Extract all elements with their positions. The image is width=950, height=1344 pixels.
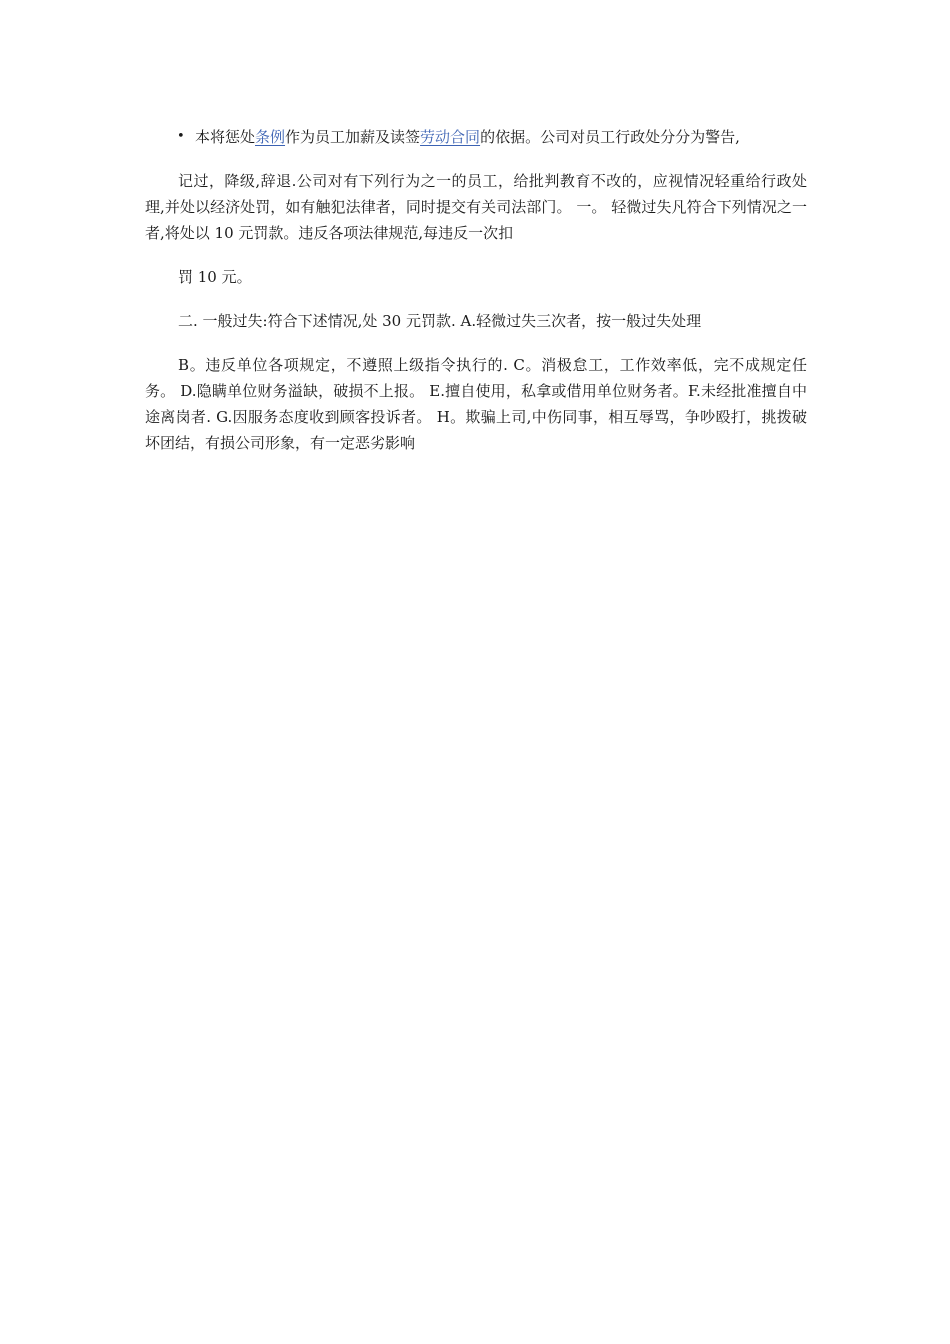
link-regulations[interactable]: 条例 [255,128,286,146]
bullet-paragraph [145,124,807,150]
text-segment: 作为员工加薪及读签 [285,128,421,146]
paragraph-fault-list: B。违反单位各项规定，不遵照上级指令执行的. C。消极怠工，工作效率低，完不成规定任务。 D.隐瞒单位财务溢缺，破损不上报。 E.擅自使用，私拿或借用单位财务者。F.未经批准擅自中途离岗者. G.因服务态度收到顾客投诉者。 H。欺骗上司,中伤同事，相互辱骂，争吵殴打，挑拨破坏团结，有损公司形象，有一定恶劣影响 [145,356,807,452]
paragraph-fine-10: 罚 10 元。 [178,268,252,286]
document-body [145,124,807,474]
link-labor-contract[interactable]: 劳动合同 [420,128,481,146]
text-segment: 本将惩处 [195,128,256,146]
paragraph-general-fault: 二. 一般过失:符合下述情况,处 30 元罚款. A.轻微过失三次者，按一般过失处理 [178,312,702,330]
paragraph-penalties: 记过，降级,辞退.公司对有下列行为之一的员工，给批判教育不改的，应视情况轻重给行政处理,并处以经济处罚，如有触犯法律者，同时提交有关司法部门。 一。 轻微过失凡符合下列情况之一者,将处以 10 元罚款。违反各项法律规范,每违反一次扣 [145,172,807,242]
bullet-icon: • [177,129,185,144]
bullet-paragraph-text [175,124,740,150]
text-segment: 的依据。公司对员工行政处分分为警告, [480,128,740,146]
